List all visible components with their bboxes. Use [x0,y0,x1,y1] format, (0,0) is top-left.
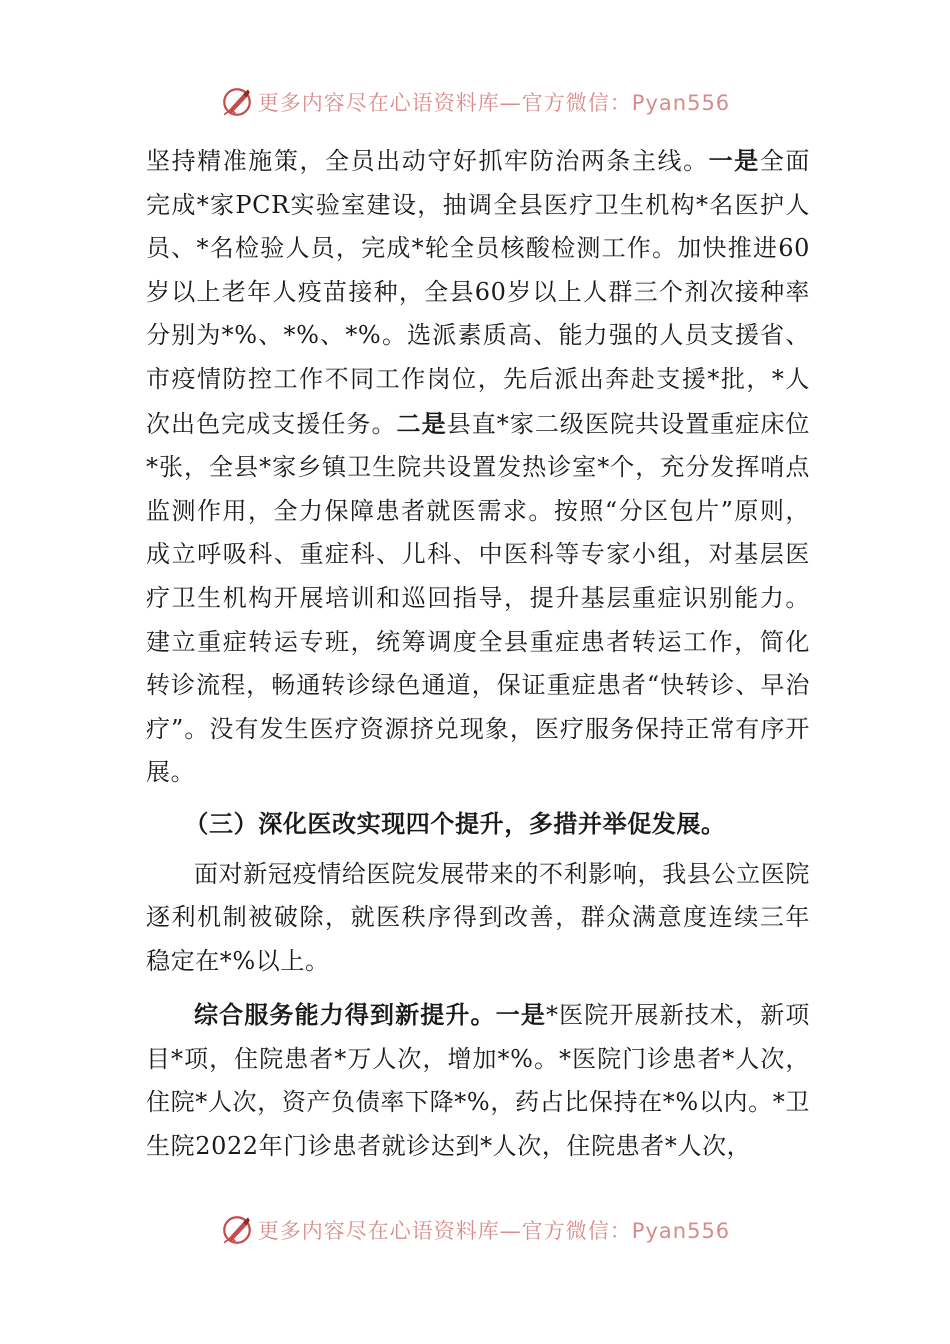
pen-logo-icon [220,1213,254,1247]
paragraph-2: 面对新冠疫情给医院发展带来的不利影响，我县公立医院逐利机制被破除，就医秩序得到改善，群众满意度连续三年稳定在*%以上。 [146,859,810,975]
watermark-banner-bottom [0,1208,950,1252]
section-heading: （三）深化医改实现四个提升，多措并举促发展。 [184,808,726,838]
text-run: 县直*家二级医院共设置重症床位*张，全县*家乡镇卫生院共设置发热诊室*个，充分发挥哨点监测作用，全力保障患者就医需求。按照“分区包片”原则，成立呼吸科、重症科、儿科、中医科等专家小组，对基层医疗卫生机构开展培训和巡回指导，提升基层重症识别能力。建立重症转运专班，统筹调度全县重症患者转运工作，简化转诊流程，畅通转诊绿色通道，保证重症患者“快转诊、早治疗”。没有发生医疗资源挤兑现象，医疗服务保持正常有序开展。 [146,409,811,787]
text-run: *医院开展新技术，新项目*项，住院患者*万人次，增加*%。*医院门诊患者*人次，住院*人次，资产负债率下降*%，药占比保持在*%以内。*卫生院2022年门诊患者就诊达到*人次，住院患者*人次， [146,1001,810,1161]
text-run: 坚持精准施策，全员出动守好抓牢防治两条主线。 [146,147,709,175]
bold-run: 综合服务能力得到新提升。一是 [194,1000,546,1030]
watermark-text: 更多内容尽在心语资料库—官方微信：Pyan556 [257,91,731,115]
watermark-banner-top [0,80,950,124]
bold-run: 一是 [708,146,760,175]
text-run: 全面完成*家PCR实验室建设，抽调全县医疗卫生机构*名医护人员、*名检验人员，完成*轮全员核酸检测工作。加快推进60岁以上老年人疫苗接种，全县60岁以上人群三个剂次接种率分别为*%、*%、*%。选派素质高、能力强的人员支援省、市疫情防控工作不同工作岗位，先后派出奔赴支援*批，*人次出色完成支援任务。 [146,147,811,438]
paragraph-1 [146,139,810,795]
paragraph-3 [146,993,810,1168]
pen-logo-icon [220,85,254,119]
watermark-text: 更多内容尽在心语资料库—官方微信：Pyan556 [257,1219,731,1243]
document-body [146,139,810,1169]
bold-run: 二是 [396,408,447,438]
